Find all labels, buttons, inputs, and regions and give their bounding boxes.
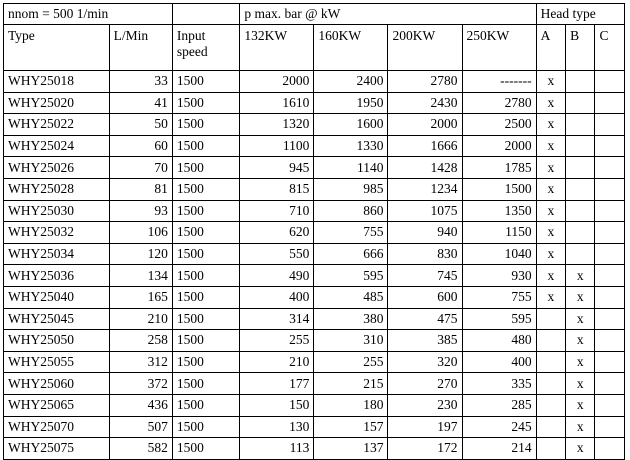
cell-head-b: x <box>566 265 595 287</box>
cell-lmin: 50 <box>109 114 172 136</box>
header-head-c: C <box>595 25 625 71</box>
cell-kw-200: 2780 <box>388 71 462 93</box>
cell-type: WHY25045 <box>4 308 110 330</box>
cell-head-a: x <box>536 178 565 200</box>
cell-kw-132: 620 <box>240 222 314 244</box>
cell-head-b <box>566 243 595 265</box>
header-kw-200: 200KW <box>388 25 462 71</box>
cell-lmin: 436 <box>109 394 172 416</box>
cell-kw-250: 285 <box>462 394 536 416</box>
cell-head-c <box>595 438 625 460</box>
cell-kw-250: 1040 <box>462 243 536 265</box>
cell-lmin: 106 <box>109 222 172 244</box>
cell-head-c <box>595 308 625 330</box>
cell-head-a: x <box>536 92 565 114</box>
cell-head-c <box>595 416 625 438</box>
cell-head-a: x <box>536 222 565 244</box>
cell-head-a: x <box>536 157 565 179</box>
header-head-b: B <box>566 25 595 71</box>
header-kw-250: 250KW <box>462 25 536 71</box>
cell-lmin: 165 <box>109 286 172 308</box>
cell-kw-160: 310 <box>314 330 388 352</box>
header-input-speed <box>172 25 240 71</box>
table-row <box>4 178 625 200</box>
cell-input-speed: 1500 <box>172 71 240 93</box>
cell-kw-250: 2500 <box>462 114 536 136</box>
cell-type: WHY25028 <box>4 178 110 200</box>
cell-kw-132: 1320 <box>240 114 314 136</box>
table-row <box>4 157 625 179</box>
cell-head-b <box>566 200 595 222</box>
cell-kw-250: 1350 <box>462 200 536 222</box>
cell-lmin: 312 <box>109 351 172 373</box>
cell-input-speed: 1500 <box>172 373 240 395</box>
cell-head-b <box>566 222 595 244</box>
column-header-row <box>4 25 625 71</box>
cell-kw-200: 2000 <box>388 114 462 136</box>
cell-input-speed: 1500 <box>172 394 240 416</box>
table-row <box>4 351 625 373</box>
cell-type: WHY25020 <box>4 92 110 114</box>
cell-lmin: 507 <box>109 416 172 438</box>
banner-row <box>4 4 625 25</box>
header-type: Type <box>4 25 110 71</box>
table-row <box>4 114 625 136</box>
cell-kw-250: 214 <box>462 438 536 460</box>
cell-type: WHY25070 <box>4 416 110 438</box>
cell-kw-160: 1140 <box>314 157 388 179</box>
cell-kw-250: 1150 <box>462 222 536 244</box>
cell-kw-132: 710 <box>240 200 314 222</box>
table-row <box>4 135 625 157</box>
cell-kw-132: 150 <box>240 394 314 416</box>
table-row <box>4 416 625 438</box>
cell-head-b: x <box>566 373 595 395</box>
cell-kw-132: 815 <box>240 178 314 200</box>
cell-head-b: x <box>566 330 595 352</box>
cell-kw-200: 320 <box>388 351 462 373</box>
cell-type: WHY25050 <box>4 330 110 352</box>
cell-input-speed: 1500 <box>172 286 240 308</box>
cell-lmin: 582 <box>109 438 172 460</box>
cell-kw-132: 490 <box>240 265 314 287</box>
cell-kw-250: 1785 <box>462 157 536 179</box>
cell-head-c <box>595 157 625 179</box>
cell-type: WHY25075 <box>4 438 110 460</box>
cell-head-b: x <box>566 286 595 308</box>
cell-kw-160: 180 <box>314 394 388 416</box>
cell-kw-160: 485 <box>314 286 388 308</box>
cell-head-b: x <box>566 394 595 416</box>
cell-head-c <box>595 373 625 395</box>
cell-lmin: 33 <box>109 71 172 93</box>
cell-lmin: 258 <box>109 330 172 352</box>
cell-kw-160: 755 <box>314 222 388 244</box>
cell-head-a: x <box>536 265 565 287</box>
cell-kw-160: 595 <box>314 265 388 287</box>
cell-input-speed: 1500 <box>172 330 240 352</box>
cell-head-a: x <box>536 286 565 308</box>
cell-kw-200: 1234 <box>388 178 462 200</box>
cell-kw-250: ------- <box>462 71 536 93</box>
cell-type: WHY25036 <box>4 265 110 287</box>
cell-kw-132: 177 <box>240 373 314 395</box>
table-row <box>4 394 625 416</box>
cell-head-a <box>536 351 565 373</box>
cell-kw-250: 245 <box>462 416 536 438</box>
cell-kw-200: 230 <box>388 394 462 416</box>
cell-input-speed: 1500 <box>172 92 240 114</box>
cell-type: WHY25032 <box>4 222 110 244</box>
cell-lmin: 120 <box>109 243 172 265</box>
pump-specification-table <box>3 3 625 460</box>
cell-lmin: 134 <box>109 265 172 287</box>
cell-head-a: x <box>536 243 565 265</box>
cell-head-b: x <box>566 308 595 330</box>
cell-head-b <box>566 157 595 179</box>
cell-lmin: 81 <box>109 178 172 200</box>
header-kw-132: 132KW <box>240 25 314 71</box>
cell-lmin: 93 <box>109 200 172 222</box>
cell-head-b: x <box>566 438 595 460</box>
cell-kw-250: 755 <box>462 286 536 308</box>
cell-kw-250: 335 <box>462 373 536 395</box>
cell-input-speed: 1500 <box>172 416 240 438</box>
cell-head-b <box>566 92 595 114</box>
cell-type: WHY25060 <box>4 373 110 395</box>
cell-head-c <box>595 200 625 222</box>
cell-head-a <box>536 373 565 395</box>
cell-head-a: x <box>536 71 565 93</box>
cell-head-b: x <box>566 416 595 438</box>
cell-head-c <box>595 330 625 352</box>
cell-kw-132: 113 <box>240 438 314 460</box>
cell-head-c <box>595 394 625 416</box>
cell-kw-200: 197 <box>388 416 462 438</box>
header-input-speed-line2: speed <box>176 44 208 59</box>
cell-head-a <box>536 438 565 460</box>
cell-head-c <box>595 135 625 157</box>
cell-kw-250: 1500 <box>462 178 536 200</box>
cell-head-a <box>536 416 565 438</box>
cell-head-b <box>566 71 595 93</box>
cell-input-speed: 1500 <box>172 351 240 373</box>
cell-input-speed: 1500 <box>172 222 240 244</box>
table-row <box>4 71 625 93</box>
cell-type: WHY25024 <box>4 135 110 157</box>
cell-head-a: x <box>536 135 565 157</box>
cell-kw-200: 940 <box>388 222 462 244</box>
cell-input-speed: 1500 <box>172 114 240 136</box>
cell-type: WHY25018 <box>4 71 110 93</box>
cell-head-a <box>536 308 565 330</box>
cell-kw-160: 860 <box>314 200 388 222</box>
cell-kw-160: 380 <box>314 308 388 330</box>
cell-head-b: x <box>566 351 595 373</box>
cell-input-speed: 1500 <box>172 308 240 330</box>
cell-type: WHY25040 <box>4 286 110 308</box>
cell-kw-160: 1950 <box>314 92 388 114</box>
cell-head-a <box>536 330 565 352</box>
table-row <box>4 373 625 395</box>
cell-kw-250: 2780 <box>462 92 536 114</box>
cell-head-c <box>595 286 625 308</box>
pressure-group-label: p max. bar @ kW <box>240 4 536 25</box>
cell-input-speed: 1500 <box>172 157 240 179</box>
cell-kw-200: 1428 <box>388 157 462 179</box>
cell-kw-132: 1610 <box>240 92 314 114</box>
cell-kw-200: 385 <box>388 330 462 352</box>
cell-kw-200: 1666 <box>388 135 462 157</box>
table-row <box>4 438 625 460</box>
header-input-speed-line1: Input <box>176 28 206 43</box>
cell-kw-132: 130 <box>240 416 314 438</box>
cell-head-c <box>595 351 625 373</box>
cell-kw-250: 2000 <box>462 135 536 157</box>
header-lmin: L/Min <box>109 25 172 71</box>
cell-input-speed: 1500 <box>172 243 240 265</box>
header-head-a: A <box>536 25 565 71</box>
cell-kw-200: 270 <box>388 373 462 395</box>
cell-kw-132: 255 <box>240 330 314 352</box>
table-row <box>4 308 625 330</box>
table-row <box>4 330 625 352</box>
cell-kw-132: 2000 <box>240 71 314 93</box>
cell-kw-160: 666 <box>314 243 388 265</box>
cell-kw-250: 595 <box>462 308 536 330</box>
cell-type: WHY25030 <box>4 200 110 222</box>
cell-kw-200: 172 <box>388 438 462 460</box>
cell-kw-160: 137 <box>314 438 388 460</box>
cell-type: WHY25034 <box>4 243 110 265</box>
cell-kw-200: 2430 <box>388 92 462 114</box>
cell-kw-200: 600 <box>388 286 462 308</box>
cell-lmin: 372 <box>109 373 172 395</box>
cell-kw-160: 1330 <box>314 135 388 157</box>
cell-kw-132: 314 <box>240 308 314 330</box>
cell-head-a: x <box>536 114 565 136</box>
cell-kw-160: 215 <box>314 373 388 395</box>
cell-head-b <box>566 178 595 200</box>
cell-kw-132: 400 <box>240 286 314 308</box>
spec-sheet <box>0 3 630 456</box>
cell-lmin: 41 <box>109 92 172 114</box>
table-row <box>4 92 625 114</box>
cell-head-b <box>566 114 595 136</box>
cell-kw-200: 745 <box>388 265 462 287</box>
cell-head-a <box>536 394 565 416</box>
cell-kw-132: 1100 <box>240 135 314 157</box>
nominal-speed-label: nnom = 500 1/min <box>4 4 173 25</box>
header-kw-160: 160KW <box>314 25 388 71</box>
cell-kw-250: 480 <box>462 330 536 352</box>
head-type-group-label: Head type <box>536 4 624 25</box>
cell-kw-132: 945 <box>240 157 314 179</box>
cell-kw-160: 255 <box>314 351 388 373</box>
cell-lmin: 70 <box>109 157 172 179</box>
cell-input-speed: 1500 <box>172 178 240 200</box>
cell-kw-160: 985 <box>314 178 388 200</box>
cell-lmin: 60 <box>109 135 172 157</box>
cell-lmin: 210 <box>109 308 172 330</box>
cell-type: WHY25065 <box>4 394 110 416</box>
cell-type: WHY25026 <box>4 157 110 179</box>
cell-head-c <box>595 178 625 200</box>
cell-head-a: x <box>536 200 565 222</box>
cell-kw-250: 400 <box>462 351 536 373</box>
cell-input-speed: 1500 <box>172 200 240 222</box>
table-body <box>4 4 625 460</box>
cell-kw-200: 1075 <box>388 200 462 222</box>
cell-kw-200: 830 <box>388 243 462 265</box>
cell-head-c <box>595 265 625 287</box>
cell-kw-160: 2400 <box>314 71 388 93</box>
banner-spacer <box>172 4 240 25</box>
cell-input-speed: 1500 <box>172 265 240 287</box>
table-row <box>4 243 625 265</box>
cell-kw-160: 157 <box>314 416 388 438</box>
cell-kw-250: 930 <box>462 265 536 287</box>
cell-head-c <box>595 114 625 136</box>
cell-kw-200: 475 <box>388 308 462 330</box>
cell-head-b <box>566 135 595 157</box>
cell-type: WHY25022 <box>4 114 110 136</box>
table-row <box>4 286 625 308</box>
cell-head-c <box>595 243 625 265</box>
cell-input-speed: 1500 <box>172 438 240 460</box>
cell-head-c <box>595 71 625 93</box>
cell-type: WHY25055 <box>4 351 110 373</box>
table-row <box>4 222 625 244</box>
cell-kw-160: 1600 <box>314 114 388 136</box>
table-row <box>4 200 625 222</box>
cell-head-c <box>595 92 625 114</box>
cell-head-c <box>595 222 625 244</box>
table-row <box>4 265 625 287</box>
cell-input-speed: 1500 <box>172 135 240 157</box>
cell-kw-132: 550 <box>240 243 314 265</box>
cell-kw-132: 210 <box>240 351 314 373</box>
